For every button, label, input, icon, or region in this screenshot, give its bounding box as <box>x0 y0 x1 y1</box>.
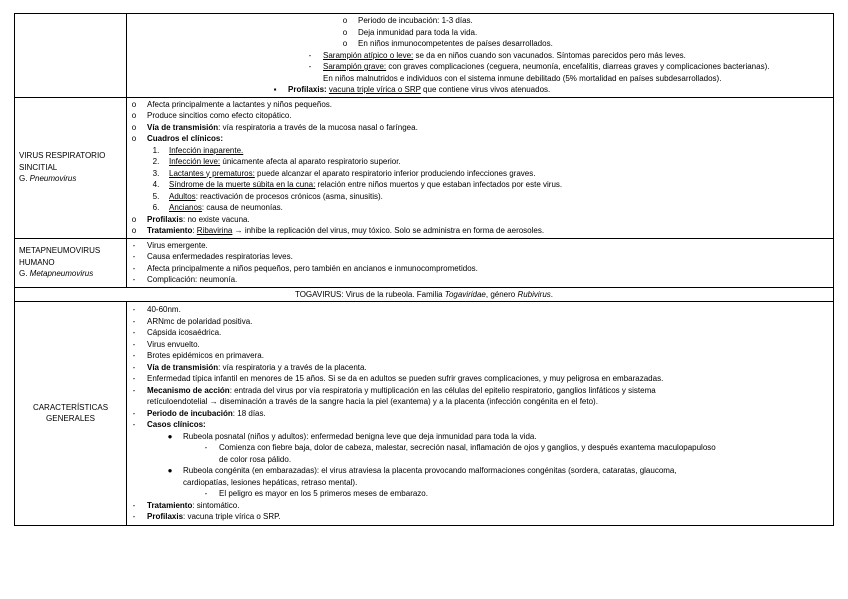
list-item <box>127 145 833 157</box>
genus-name: Metapneumovirus <box>29 269 94 279</box>
list-item-text <box>147 408 266 420</box>
list-item <box>127 488 833 500</box>
bullet-list <box>127 15 833 96</box>
text-run: Virus envuelto. <box>147 339 200 349</box>
list-item <box>127 263 833 275</box>
vrs-label-cell <box>15 97 127 238</box>
text-run: : 18 días. <box>232 408 266 418</box>
list-item <box>127 396 833 408</box>
list-item-text <box>147 304 181 316</box>
list-item-text <box>169 168 535 180</box>
list-item <box>127 350 833 362</box>
text-run: Afecta principalmente a niños pequeños, pero también en ancianos e inmunocomprometidos. <box>147 263 478 273</box>
vrs-name-1: VIRUS RESPIRATORIO <box>19 151 106 161</box>
list-item <box>127 362 833 374</box>
text-run: El peligro es mayor en los 5 primeros meses de embarazo. <box>219 489 428 498</box>
text-run: Ancianos <box>169 203 202 212</box>
text-run: : vía respiratoria y a través de la placenta. <box>218 362 367 372</box>
row-toga-header <box>15 287 834 302</box>
bullet-marker: - <box>132 263 136 273</box>
list-item-text <box>219 442 716 454</box>
bullet-marker: 5. <box>152 191 160 201</box>
text-run: relación entre niños muertos y que estaban infectados por este virus. <box>315 180 563 189</box>
text-run: : no existe vacuna. <box>183 214 250 224</box>
list-item <box>127 73 833 85</box>
text-run: únicamente afecta al aparato respiratorio superior. <box>220 157 401 166</box>
text-run: Comienza con fiebre baja, dolor de cabeza, malestar, secreción nasal, inflamación de ojos y ganglios, y después exantema maculopapuloso <box>219 443 716 452</box>
vrs-content <box>127 97 834 238</box>
text-run: puede alcanzar el aparato respiratorio inferior produciendo infecciones graves. <box>254 168 536 178</box>
text-run: Brotes epidémicos en primavera. <box>147 351 264 360</box>
general-label-1: CARACTERÍSTICAS <box>32 402 109 412</box>
bullet-marker: - <box>132 408 136 418</box>
bullet-marker: 2. <box>152 157 160 166</box>
list-item <box>127 327 833 339</box>
bullet-marker: - <box>132 339 136 349</box>
list-item-text <box>358 15 473 27</box>
list-item <box>127 442 833 454</box>
bullet-marker: 4. <box>152 180 160 189</box>
list-item-text <box>147 373 663 385</box>
bullet-marker: - <box>132 500 136 510</box>
text-run: Periodo de incubación <box>147 408 233 418</box>
bullet-marker: - <box>132 305 136 314</box>
list-item <box>127 454 833 466</box>
text-run: Rubeola congénita (en embarazadas): el virus atraviesa la placenta provocando malformaciones congénitas (sordera, cataratas, glaucoma, <box>183 466 677 475</box>
list-item <box>127 240 833 252</box>
text-run: Produce sincitios como efecto citopático. <box>147 111 292 120</box>
bullet-marker: - <box>132 316 136 326</box>
list-item-text <box>169 179 562 191</box>
list-item <box>127 191 833 203</box>
row-mpv <box>15 238 834 287</box>
toga-header-text: TOGAVIRUS: Virus de la rubeola. Familia <box>294 289 445 299</box>
list-item <box>127 110 833 122</box>
text-run: Rubeola posnatal (niños y adultos): enfermedad benigna leve que deja inmunidad para toda la vida. <box>183 431 537 441</box>
general-content <box>127 302 834 526</box>
vrs-genus <box>19 173 122 185</box>
text-run: : <box>192 226 197 235</box>
bullet-marker: 3. <box>152 168 160 178</box>
list-item-text <box>147 500 239 512</box>
sarampion-content <box>127 14 834 98</box>
text-run: 40-60nm. <box>147 305 181 314</box>
list-item <box>127 168 833 180</box>
list-item <box>127 465 833 477</box>
text-run: Virus emergente. <box>147 240 208 250</box>
list-item-text <box>323 73 721 85</box>
list-item-text <box>147 339 200 351</box>
list-item-text <box>183 477 357 489</box>
general-label-cell <box>15 302 127 526</box>
list-item <box>127 316 833 328</box>
text-run: se da en niños cuando son vacunados. Síntomas parecidos pero más leves. <box>413 50 686 60</box>
togavirus-header <box>15 287 834 302</box>
text-run: En niños malnutridos e individuos con el sistema inmune debilitado (5% mortalidad en países subdesarrollados). <box>323 73 722 83</box>
text-run: Tratamiento <box>147 500 193 510</box>
bullet-marker: ▪ <box>273 85 277 94</box>
mpv-label-cell <box>15 238 127 287</box>
list-item-text <box>147 362 367 374</box>
toga-genus: Rubivirus <box>517 289 551 299</box>
genus-prefix: G. <box>19 174 30 184</box>
row-general <box>15 302 834 526</box>
text-run: Lactantes y prematuros: <box>169 168 255 178</box>
list-item <box>127 251 833 263</box>
list-item <box>127 202 833 214</box>
list-item-text <box>358 27 477 39</box>
list-item <box>127 38 833 50</box>
bullet-marker: - <box>132 385 136 395</box>
text-run: → inhibe la replicación del virus, muy tóxico. Solo se administra en forma de aerosoles. <box>232 226 545 235</box>
list-item <box>127 408 833 420</box>
text-run: Afecta principalmente a lactantes y niños pequeños. <box>147 99 333 109</box>
list-item <box>127 477 833 489</box>
list-item <box>127 274 833 286</box>
list-item-text <box>147 110 292 122</box>
list-item-text <box>147 251 293 263</box>
mpv-name-2: HUMANO <box>19 257 55 267</box>
text-run: que contiene virus vivos atenuados. <box>420 85 551 94</box>
list-item-text <box>147 327 221 339</box>
list-item-text <box>219 454 291 466</box>
toga-header-text-2: , género <box>485 289 518 299</box>
list-item-text <box>147 214 250 226</box>
bullet-list <box>127 304 833 523</box>
list-item-text <box>169 202 283 214</box>
row-sarampion <box>15 14 834 98</box>
mpv-name-1: METAPNEUMOVIRUS <box>19 246 101 256</box>
bullet-marker: o <box>342 39 348 48</box>
bullet-marker: - <box>132 351 136 360</box>
list-item <box>127 511 833 523</box>
bullet-marker: o <box>131 214 137 224</box>
bullet-marker: - <box>132 240 136 250</box>
text-run: Cápsida icosaédrica. <box>147 328 222 337</box>
bullet-list <box>127 99 833 237</box>
list-item-text <box>183 431 537 443</box>
list-item-text <box>358 38 553 50</box>
bullet-marker: - <box>132 512 136 521</box>
bullet-marker: o <box>131 99 137 109</box>
mpv-genus <box>19 268 122 280</box>
bullet-marker: - <box>132 252 136 261</box>
list-item-text <box>147 133 223 145</box>
list-item <box>127 84 833 96</box>
list-item <box>127 214 833 226</box>
text-run: Infección inaparente. <box>169 145 244 155</box>
mpv-content <box>127 238 834 287</box>
list-item-text <box>288 84 550 96</box>
text-run: Sarampión grave: <box>323 62 387 71</box>
vrs-name-2: SINCITIAL <box>19 162 58 172</box>
text-run: : sintomático. <box>192 500 240 510</box>
text-run: Tratamiento <box>147 226 193 235</box>
list-item-text <box>323 50 686 62</box>
bullet-marker: 1. <box>152 145 160 155</box>
bullet-marker: - <box>132 374 136 383</box>
list-item <box>127 419 833 431</box>
bullet-marker: - <box>204 489 208 498</box>
bullet-list <box>127 240 833 286</box>
row-vrs <box>15 97 834 238</box>
text-run: Cuadros el clínicos: <box>147 134 224 143</box>
text-run: : reactivación de procesos crónicos (asma, sinusitis). <box>195 191 383 201</box>
text-run: Enfermedad típica infantil en menores de 15 años. Si se da en adultos se pueden sufrir graves complicaciones, y muy peligrosa en embarazadas. <box>147 374 664 383</box>
bullet-marker: o <box>342 16 348 25</box>
bullet-marker: ● <box>167 431 173 441</box>
text-run: de color rosa pálido. <box>219 454 292 464</box>
toga-family: Togaviridae <box>444 289 486 299</box>
bullet-marker: o <box>131 111 137 120</box>
list-item <box>127 304 833 316</box>
bullet-marker: 6. <box>152 203 160 212</box>
text-run: Casos clínicos: <box>147 420 206 429</box>
list-item <box>127 15 833 27</box>
list-item-text <box>147 263 478 275</box>
list-item-text <box>147 385 656 397</box>
list-item-text <box>147 396 598 408</box>
text-run: Ribavirina <box>196 226 233 235</box>
text-run: : vía respiratoria a través de la mucosa nasal o faríngea. <box>218 122 418 132</box>
text-run: Complicación: neumonía. <box>147 275 238 284</box>
list-item <box>127 156 833 168</box>
notes-table <box>14 13 834 526</box>
list-item-text <box>147 240 208 252</box>
text-run: : causa de neumonías. <box>201 203 283 212</box>
list-item <box>127 133 833 145</box>
list-item <box>127 385 833 397</box>
text-run: vacuna triple vírica o SRP <box>328 85 421 94</box>
list-item <box>127 339 833 351</box>
text-run: ARNmc de polaridad positiva. <box>147 316 253 326</box>
text-run: Vía de transmisión <box>147 122 219 132</box>
bullet-marker: - <box>132 362 136 372</box>
text-run: Sarampión atípico o leve: <box>323 50 414 60</box>
bullet-marker: ● <box>167 466 173 475</box>
text-run: Síndrome de la muerte súbita en la cuna: <box>169 180 316 189</box>
bullet-marker: - <box>132 420 136 429</box>
text-run: Deja inmunidad para toda la vida. <box>358 27 478 37</box>
bullet-marker: - <box>132 328 136 337</box>
bullet-marker: o <box>131 122 137 132</box>
text-run: Mecanismo de acción <box>147 385 230 395</box>
list-item-text <box>147 99 332 111</box>
list-item-text <box>169 156 401 168</box>
general-label-2: GENERALES <box>46 414 95 424</box>
bullet-marker: o <box>342 27 348 37</box>
list-item <box>127 373 833 385</box>
bullet-marker: o <box>131 226 137 235</box>
text-run: con graves complicaciones (ceguera, neumonía, encefalitis, diarreas graves y complicaciones bacterianas). <box>386 62 770 71</box>
text-run: Adultos <box>169 191 196 201</box>
list-item-text <box>219 488 428 500</box>
text-run: Causa enfermedades respiratorias leves. <box>147 252 293 261</box>
list-item <box>127 61 833 73</box>
list-item-text <box>183 465 677 477</box>
list-item <box>127 50 833 62</box>
text-run: retículoendotelial → diseminación a través de la sangre hacia la piel (exantema) y a la placenta (infección congénita en el feto). <box>147 397 598 406</box>
list-item-text <box>169 145 243 157</box>
list-item-text <box>147 511 281 523</box>
text-run: Vía de transmisión <box>147 362 219 372</box>
bullet-marker: - <box>204 443 208 452</box>
list-item <box>127 500 833 512</box>
list-item <box>127 122 833 134</box>
list-item-text <box>323 61 769 73</box>
list-item-text <box>147 274 237 286</box>
list-item <box>127 99 833 111</box>
empty-label-cell <box>15 14 127 98</box>
bullet-marker: o <box>131 134 137 143</box>
bullet-marker: - <box>308 50 312 60</box>
list-item-text <box>147 225 544 237</box>
list-item-text <box>147 316 252 328</box>
text-run: En niños inmunocompetentes de países desarrollados. <box>358 39 553 48</box>
genus-prefix: G. <box>19 269 30 279</box>
text-run: Profilaxis <box>147 214 184 224</box>
text-run: Periodo de incubación: 1-3 días. <box>358 16 473 25</box>
text-run: : vacuna triple vírica o SRP. <box>183 512 281 521</box>
text-run: Infección leve: <box>169 157 221 166</box>
text-run: Profilaxis <box>147 512 184 521</box>
text-run: : entrada del virus por vía respiratoria y multiplicación en las células del epitelio respiratorio, ganglios linfáticos y sistema <box>229 385 656 395</box>
list-item <box>127 431 833 443</box>
bullet-marker: - <box>308 62 312 71</box>
list-item <box>127 179 833 191</box>
list-item-text <box>147 419 206 431</box>
toga-header-end: . <box>550 289 554 299</box>
list-item-text <box>147 350 264 362</box>
text-run: cardiopatías, lesiones hepáticas, retraso mental). <box>183 477 358 487</box>
text-run: Profilaxis: <box>288 85 327 94</box>
list-item-text <box>169 191 383 203</box>
list-item-text <box>147 122 418 134</box>
list-item <box>127 225 833 237</box>
list-item <box>127 27 833 39</box>
genus-name: Pneumovirus <box>29 174 77 184</box>
bullet-marker: - <box>132 275 136 284</box>
